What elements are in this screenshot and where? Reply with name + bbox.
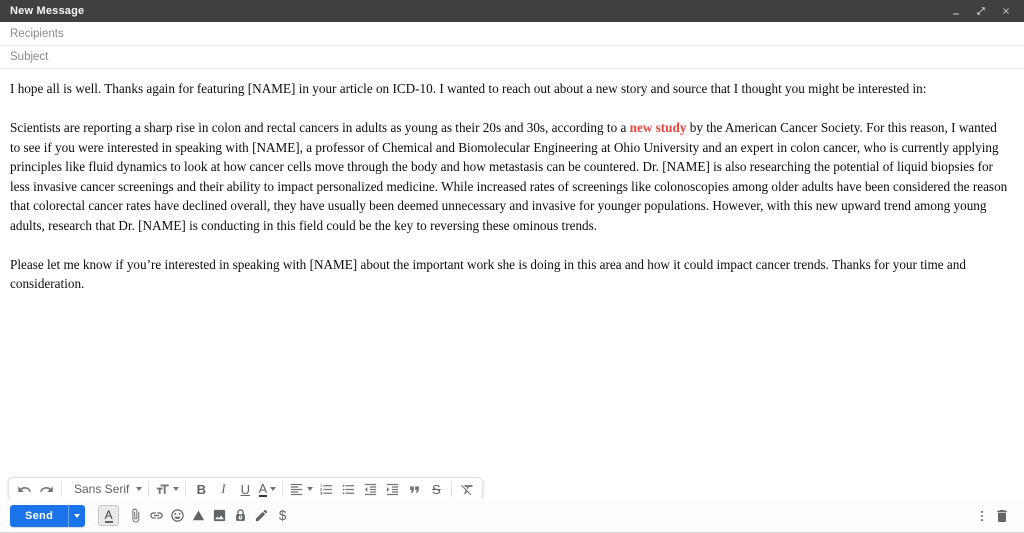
drive-icon bbox=[191, 508, 206, 523]
insert-icons-group bbox=[125, 504, 293, 528]
more-options-button[interactable] bbox=[972, 504, 992, 528]
window-title: New Message bbox=[10, 5, 85, 17]
insert-from-drive-button[interactable] bbox=[188, 504, 209, 528]
insert-link-icon bbox=[149, 508, 164, 523]
new-study-link[interactable]: new study bbox=[629, 120, 687, 135]
body-paragraph: I hope all is well. Thanks again for featuring [NAME] in your article on ICD-10. I wanted to reach out about a new story and source that I thought you might be interested in: bbox=[10, 81, 927, 96]
popout-icon bbox=[976, 6, 986, 16]
attach-file-icon bbox=[128, 508, 143, 523]
toolbar-divider bbox=[185, 481, 186, 497]
text-color-glyph: A bbox=[258, 480, 268, 496]
body-text: Scientists are reporting a sharp rise in colon and rectal cancers in adults as young as their 20s and 30s, according to a bbox=[10, 120, 630, 135]
subject-row bbox=[0, 46, 1024, 69]
toolbar-divider bbox=[148, 481, 149, 497]
font-size-button[interactable] bbox=[153, 478, 181, 500]
discard-draft-button[interactable] bbox=[992, 504, 1012, 528]
recipients-row bbox=[0, 22, 1024, 46]
titlebar[interactable] bbox=[0, 0, 1024, 22]
toolbar-divider bbox=[282, 481, 283, 497]
minimize-button[interactable] bbox=[950, 5, 962, 17]
quote-button[interactable] bbox=[403, 478, 425, 500]
insert-signature-button[interactable] bbox=[251, 504, 272, 528]
more-options-icon bbox=[975, 509, 989, 523]
indent-more-icon bbox=[385, 482, 400, 497]
chevron-down-icon bbox=[307, 487, 313, 491]
indent-less-button[interactable] bbox=[359, 478, 381, 500]
send-button[interactable]: Send bbox=[25, 509, 54, 522]
insert-emoji-icon bbox=[170, 508, 185, 523]
minimize-icon bbox=[951, 6, 961, 16]
insert-link-button[interactable] bbox=[146, 504, 167, 528]
formatting-a-glyph: A bbox=[104, 507, 113, 522]
chevron-down-icon bbox=[74, 514, 80, 518]
confidential-mode-icon bbox=[233, 508, 248, 523]
undo-icon bbox=[17, 482, 32, 497]
confidential-mode-button[interactable] bbox=[230, 504, 251, 528]
underline-button[interactable]: U bbox=[240, 481, 251, 497]
bulleted-list-button[interactable] bbox=[337, 478, 359, 500]
align-icon bbox=[289, 482, 304, 497]
body-paragraph bbox=[10, 118, 1010, 235]
font-family-button[interactable] bbox=[66, 478, 144, 500]
quote-icon bbox=[407, 482, 422, 497]
bulleted-list-icon bbox=[341, 482, 356, 497]
bold-button[interactable]: B bbox=[196, 481, 207, 497]
toolbar-divider bbox=[451, 481, 452, 497]
close-button[interactable] bbox=[1000, 5, 1012, 17]
close-icon bbox=[1001, 6, 1011, 16]
signature-pen-icon bbox=[254, 508, 269, 523]
text-color-button[interactable] bbox=[256, 478, 278, 500]
font-size-icon bbox=[155, 482, 170, 497]
attach-files-button[interactable] bbox=[125, 504, 146, 528]
numbered-list-icon bbox=[319, 482, 334, 497]
chevron-down-icon bbox=[136, 487, 142, 491]
align-button[interactable] bbox=[287, 478, 315, 500]
body-text: by the American Cancer Society. For this reason, I wanted to see if you were interested in speaking with [NAME], a professor of Chemical and Biomolecular Engineering at Ohio University and an expert in colon cancer, who is currently applying principles like fluid dynamics to look at how cancer cells move through the body and how metastasis can be countered. Dr. [NAME] is also researching the potential of liquid biopsies for less invasive cancer screenings and their ability to impact personalized medicine. While increased rates of screenings like colonoscopies among older adults have been considered the reason that colorectal cancer rates have declined overall, they have usually been deemed unnecessary and invasive for younger populations. However, with this new upward trend among young adults, research that Dr. [NAME] is conducting in this field could be the key to reversing these ominous trends. bbox=[10, 120, 1008, 233]
remove-formatting-button[interactable] bbox=[456, 478, 478, 500]
formatting-toolbar bbox=[8, 477, 483, 501]
recipients-input[interactable] bbox=[10, 28, 1014, 40]
insert-photo-button[interactable] bbox=[209, 504, 230, 528]
font-family-label: Sans Serif bbox=[74, 482, 130, 496]
discard-draft-icon bbox=[994, 508, 1010, 524]
money-icon: $ bbox=[278, 508, 287, 523]
undo-button[interactable] bbox=[13, 478, 35, 500]
remove-formatting-icon bbox=[460, 482, 475, 497]
subject-input[interactable] bbox=[10, 51, 1014, 63]
body-paragraph: Please let me know if you’re interested in speaking with [NAME] about the important work she is doing in this area and how it could impact cancer trends. Thanks for your time and consideration. bbox=[10, 256, 966, 291]
redo-button[interactable] bbox=[35, 478, 57, 500]
toolbar-divider bbox=[61, 481, 62, 497]
chevron-down-icon bbox=[173, 487, 179, 491]
send-options-button[interactable] bbox=[68, 505, 85, 527]
send-split-button bbox=[10, 505, 85, 527]
italic-button[interactable]: I bbox=[221, 481, 226, 496]
chevron-down-icon bbox=[270, 487, 276, 491]
formatting-options-toggle[interactable] bbox=[98, 505, 119, 526]
indent-more-button[interactable] bbox=[381, 478, 403, 500]
insert-photo-icon bbox=[212, 508, 227, 523]
strikethrough-button[interactable]: S bbox=[432, 481, 441, 497]
compose-footer bbox=[0, 499, 1024, 532]
numbered-list-button[interactable] bbox=[315, 478, 337, 500]
send-money-button[interactable] bbox=[272, 504, 293, 528]
message-body-editor[interactable] bbox=[0, 70, 1024, 470]
redo-icon bbox=[39, 482, 54, 497]
popout-button[interactable] bbox=[975, 5, 987, 17]
insert-emoji-button[interactable] bbox=[167, 504, 188, 528]
indent-less-icon bbox=[363, 482, 378, 497]
